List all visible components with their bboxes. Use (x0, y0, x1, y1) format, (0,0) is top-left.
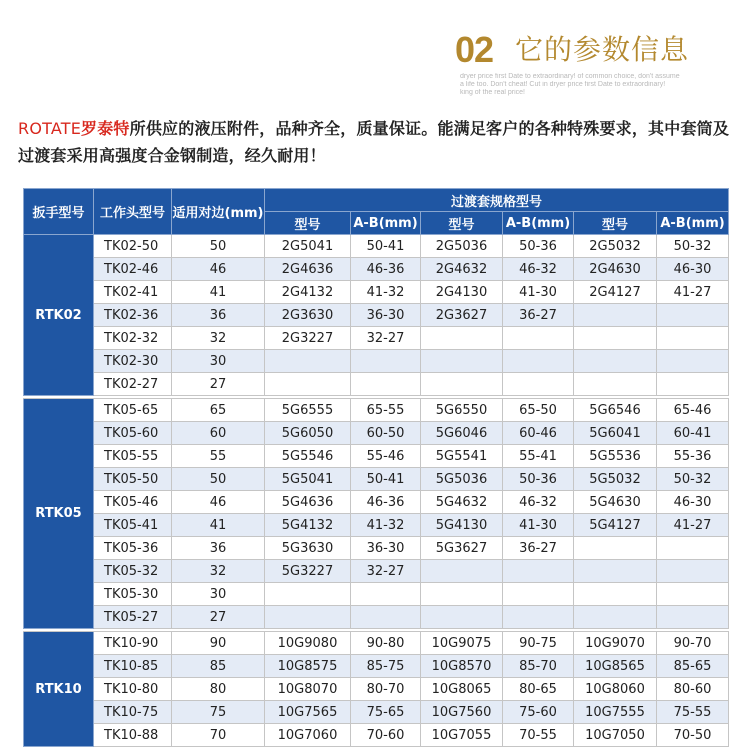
adapter-range-cell: 46-32 (503, 491, 574, 514)
head-model-cell: TK10-88 (94, 724, 172, 747)
adapter-model-cell: 10G7565 (265, 701, 351, 724)
section-number: 02 (455, 29, 494, 70)
adapter-model-cell: 10G8065 (421, 678, 503, 701)
adapter-model-cell: 10G8570 (421, 655, 503, 678)
flat-size-cell: 75 (172, 701, 265, 724)
wrench-model-cell: RTK02 (24, 235, 94, 396)
adapter-model-cell: 10G7060 (265, 724, 351, 747)
adapter-range-cell: 46-30 (657, 491, 729, 514)
adapter-model-cell: 5G6046 (421, 422, 503, 445)
adapter-range-cell: 36-30 (351, 304, 421, 327)
adapter-model-cell (574, 350, 657, 373)
adapter-model-cell (574, 537, 657, 560)
adapter-range-cell: 55-36 (657, 445, 729, 468)
head-model-cell: TK05-46 (94, 491, 172, 514)
adapter-model-cell: 5G5546 (265, 445, 351, 468)
head-model-cell: TK05-41 (94, 514, 172, 537)
adapter-model-cell: 5G4132 (265, 514, 351, 537)
adapter-model-cell: 10G7555 (574, 701, 657, 724)
adapter-range-cell: 50-36 (503, 468, 574, 491)
head-model-cell: TK10-85 (94, 655, 172, 678)
section-subtitle-line: king of the real price! (460, 89, 525, 96)
head-model-cell: TK02-46 (94, 258, 172, 281)
adapter-model-cell: 10G9075 (421, 632, 503, 655)
flat-size-cell: 60 (172, 422, 265, 445)
table-row (24, 583, 729, 606)
adapter-range-cell: 85-70 (503, 655, 574, 678)
adapter-model-cell: 5G3627 (421, 537, 503, 560)
adapter-range-cell: 46-36 (351, 258, 421, 281)
flat-size-cell: 27 (172, 606, 265, 629)
header-sub-model: 型号 (574, 212, 657, 235)
adapter-range-cell (351, 606, 421, 629)
header-sub-model: 型号 (265, 212, 351, 235)
adapter-range-cell (657, 560, 729, 583)
intro-paragraph (18, 115, 738, 169)
adapter-range-cell (503, 560, 574, 583)
head-model-cell: TK05-65 (94, 399, 172, 422)
table-row (24, 491, 729, 514)
adapter-model-cell: 10G8070 (265, 678, 351, 701)
adapter-range-cell: 55-41 (503, 445, 574, 468)
adapter-model-cell (421, 350, 503, 373)
adapter-range-cell (657, 606, 729, 629)
section-subtitle-line: dryer price first Date to extraordinary! of common choice, don't assume (460, 73, 680, 80)
adapter-model-cell: 10G7560 (421, 701, 503, 724)
head-model-cell: TK02-30 (94, 350, 172, 373)
adapter-model-cell: 5G5032 (574, 468, 657, 491)
adapter-range-cell (657, 327, 729, 350)
adapter-range-cell: 32-27 (351, 327, 421, 350)
table-row (24, 445, 729, 468)
adapter-model-cell: 5G5036 (421, 468, 503, 491)
adapter-range-cell: 75-55 (657, 701, 729, 724)
section-header (455, 30, 745, 100)
wrench-model-cell: RTK10 (24, 632, 94, 747)
adapter-model-cell: 5G6050 (265, 422, 351, 445)
adapter-range-cell: 60-50 (351, 422, 421, 445)
adapter-range-cell: 41-32 (351, 514, 421, 537)
adapter-range-cell: 41-27 (657, 514, 729, 537)
adapter-model-cell (421, 327, 503, 350)
adapter-model-cell: 2G3227 (265, 327, 351, 350)
adapter-range-cell (657, 350, 729, 373)
adapter-range-cell: 41-27 (657, 281, 729, 304)
adapter-model-cell: 5G4127 (574, 514, 657, 537)
adapter-range-cell (657, 583, 729, 606)
table-row (24, 304, 729, 327)
header-adapter-group: 过渡套规格型号 (265, 189, 729, 212)
adapter-model-cell (421, 560, 503, 583)
adapter-model-cell (574, 560, 657, 583)
adapter-model-cell: 2G5036 (421, 235, 503, 258)
adapter-model-cell: 5G5041 (265, 468, 351, 491)
adapter-range-cell: 90-70 (657, 632, 729, 655)
head-model-cell: TK05-60 (94, 422, 172, 445)
head-model-cell: TK05-30 (94, 583, 172, 606)
flat-size-cell: 50 (172, 468, 265, 491)
adapter-range-cell: 65-50 (503, 399, 574, 422)
adapter-model-cell (265, 373, 351, 396)
adapter-model-cell: 10G9080 (265, 632, 351, 655)
flat-size-cell: 50 (172, 235, 265, 258)
adapter-range-cell (351, 350, 421, 373)
adapter-range-cell: 90-75 (503, 632, 574, 655)
adapter-range-cell (503, 350, 574, 373)
table-row (24, 537, 729, 560)
flat-size-cell: 90 (172, 632, 265, 655)
adapter-model-cell (574, 583, 657, 606)
table-row (24, 606, 729, 629)
adapter-model-cell: 5G6041 (574, 422, 657, 445)
adapter-range-cell (503, 606, 574, 629)
adapter-range-cell: 65-46 (657, 399, 729, 422)
adapter-range-cell: 32-27 (351, 560, 421, 583)
adapter-model-cell (574, 327, 657, 350)
adapter-model-cell (574, 606, 657, 629)
adapter-range-cell: 46-30 (657, 258, 729, 281)
head-model-cell: TK02-27 (94, 373, 172, 396)
flat-size-cell: 41 (172, 281, 265, 304)
flat-size-cell: 36 (172, 537, 265, 560)
adapter-model-cell: 2G3627 (421, 304, 503, 327)
adapter-range-cell: 90-80 (351, 632, 421, 655)
adapter-range-cell (503, 327, 574, 350)
table-row (24, 281, 729, 304)
header-wrench-model: 扳手型号 (24, 189, 94, 235)
adapter-model-cell: 10G9070 (574, 632, 657, 655)
adapter-model-cell (265, 583, 351, 606)
adapter-model-cell: 10G8060 (574, 678, 657, 701)
adapter-model-cell (574, 373, 657, 396)
flat-size-cell: 65 (172, 399, 265, 422)
adapter-range-cell: 46-32 (503, 258, 574, 281)
adapter-model-cell: 2G4632 (421, 258, 503, 281)
adapter-model-cell: 10G7050 (574, 724, 657, 747)
adapter-range-cell: 80-70 (351, 678, 421, 701)
header-sub-model: 型号 (421, 212, 503, 235)
table-row (24, 724, 729, 747)
spec-table (23, 188, 729, 747)
adapter-model-cell: 5G4130 (421, 514, 503, 537)
adapter-range-cell (657, 373, 729, 396)
head-model-cell: TK05-36 (94, 537, 172, 560)
adapter-range-cell: 36-27 (503, 304, 574, 327)
flat-size-cell: 32 (172, 327, 265, 350)
adapter-model-cell: 5G4636 (265, 491, 351, 514)
flat-size-cell: 80 (172, 678, 265, 701)
flat-size-cell: 27 (172, 373, 265, 396)
adapter-model-cell (265, 606, 351, 629)
head-model-cell: TK05-27 (94, 606, 172, 629)
head-model-cell: TK10-80 (94, 678, 172, 701)
adapter-range-cell: 60-46 (503, 422, 574, 445)
adapter-range-cell: 60-41 (657, 422, 729, 445)
table-row (24, 258, 729, 281)
flat-size-cell: 46 (172, 258, 265, 281)
wrench-model-cell: RTK05 (24, 399, 94, 629)
section-title: 它的参数信息 (515, 33, 690, 66)
header-sub-range: A-B(mm) (657, 212, 729, 235)
table-row (24, 560, 729, 583)
adapter-range-cell: 70-55 (503, 724, 574, 747)
adapter-range-cell: 36-27 (503, 537, 574, 560)
adapter-model-cell: 5G6546 (574, 399, 657, 422)
adapter-model-cell: 2G5041 (265, 235, 351, 258)
head-model-cell: TK02-50 (94, 235, 172, 258)
adapter-range-cell: 50-41 (351, 468, 421, 491)
adapter-model-cell: 5G6555 (265, 399, 351, 422)
adapter-range-cell (657, 304, 729, 327)
table-row (24, 327, 729, 350)
flat-size-cell: 41 (172, 514, 265, 537)
flat-size-cell: 55 (172, 445, 265, 468)
header-sub-range: A-B(mm) (503, 212, 574, 235)
adapter-model-cell: 5G5536 (574, 445, 657, 468)
adapter-model-cell: 5G3630 (265, 537, 351, 560)
intro-text: 所供应的液压附件，品种齐全，质量保证。能满足客户的各种特殊要求，其中套筒及过渡套采用高强度合金钢制造，经久耐用！ (18, 119, 730, 165)
adapter-model-cell: 2G5032 (574, 235, 657, 258)
adapter-model-cell: 5G4630 (574, 491, 657, 514)
adapter-range-cell: 36-30 (351, 537, 421, 560)
flat-size-cell: 46 (172, 491, 265, 514)
adapter-range-cell: 50-32 (657, 235, 729, 258)
table-row (24, 373, 729, 396)
table-row (24, 399, 729, 422)
flat-size-cell: 36 (172, 304, 265, 327)
adapter-range-cell (657, 537, 729, 560)
adapter-range-cell: 70-60 (351, 724, 421, 747)
adapter-range-cell: 80-65 (503, 678, 574, 701)
adapter-model-cell: 2G4130 (421, 281, 503, 304)
adapter-range-cell: 46-36 (351, 491, 421, 514)
section-subtitle-line: a life too. Don't cheat! Cut in dryer price first Date to extraordinary! (460, 81, 666, 88)
adapter-range-cell: 75-65 (351, 701, 421, 724)
adapter-model-cell: 10G7055 (421, 724, 503, 747)
adapter-model-cell: 2G4132 (265, 281, 351, 304)
adapter-model-cell: 2G4127 (574, 281, 657, 304)
adapter-range-cell: 41-32 (351, 281, 421, 304)
adapter-range-cell (351, 583, 421, 606)
table-row (24, 235, 729, 258)
adapter-model-cell: 5G5541 (421, 445, 503, 468)
adapter-range-cell: 80-60 (657, 678, 729, 701)
adapter-model-cell (265, 350, 351, 373)
flat-size-cell: 30 (172, 350, 265, 373)
head-model-cell: TK10-90 (94, 632, 172, 655)
flat-size-cell: 30 (172, 583, 265, 606)
adapter-range-cell: 50-32 (657, 468, 729, 491)
head-model-cell: TK02-32 (94, 327, 172, 350)
head-model-cell: TK05-32 (94, 560, 172, 583)
flat-size-cell: 85 (172, 655, 265, 678)
flat-size-cell: 70 (172, 724, 265, 747)
table-row (24, 701, 729, 724)
table-row (24, 422, 729, 445)
adapter-range-cell: 50-36 (503, 235, 574, 258)
adapter-range-cell: 41-30 (503, 281, 574, 304)
header-sub-range: A-B(mm) (351, 212, 421, 235)
adapter-model-cell (421, 373, 503, 396)
adapter-model-cell: 5G4632 (421, 491, 503, 514)
head-model-cell: TK02-36 (94, 304, 172, 327)
adapter-range-cell: 75-60 (503, 701, 574, 724)
head-model-cell: TK10-75 (94, 701, 172, 724)
flat-size-cell: 32 (172, 560, 265, 583)
adapter-model-cell: 2G3630 (265, 304, 351, 327)
adapter-model-cell: 2G4636 (265, 258, 351, 281)
adapter-model-cell: 10G8575 (265, 655, 351, 678)
head-model-cell: TK05-50 (94, 468, 172, 491)
adapter-model-cell (421, 583, 503, 606)
table-row (24, 350, 729, 373)
adapter-range-cell: 70-50 (657, 724, 729, 747)
adapter-model-cell (421, 606, 503, 629)
adapter-model-cell: 5G6550 (421, 399, 503, 422)
adapter-range-cell: 85-65 (657, 655, 729, 678)
adapter-range-cell (351, 373, 421, 396)
brand-name-cn: 罗泰特 (81, 119, 130, 138)
adapter-range-cell: 65-55 (351, 399, 421, 422)
adapter-model-cell: 2G4630 (574, 258, 657, 281)
adapter-range-cell (503, 583, 574, 606)
brand-name-en: ROTATE (18, 119, 82, 138)
adapter-model-cell: 10G8565 (574, 655, 657, 678)
adapter-range-cell: 50-41 (351, 235, 421, 258)
table-row (24, 678, 729, 701)
adapter-range-cell: 41-30 (503, 514, 574, 537)
header-flat-size: 适用对边(mm) (172, 189, 265, 235)
spec-table-body (24, 235, 729, 747)
header-head-model: 工作头型号 (94, 189, 172, 235)
table-row (24, 632, 729, 655)
adapter-range-cell (503, 373, 574, 396)
adapter-range-cell: 85-75 (351, 655, 421, 678)
head-model-cell: TK05-55 (94, 445, 172, 468)
head-model-cell: TK02-41 (94, 281, 172, 304)
table-row (24, 514, 729, 537)
adapter-model-cell: 5G3227 (265, 560, 351, 583)
table-row (24, 468, 729, 491)
adapter-model-cell (574, 304, 657, 327)
table-row (24, 655, 729, 678)
adapter-range-cell: 55-46 (351, 445, 421, 468)
